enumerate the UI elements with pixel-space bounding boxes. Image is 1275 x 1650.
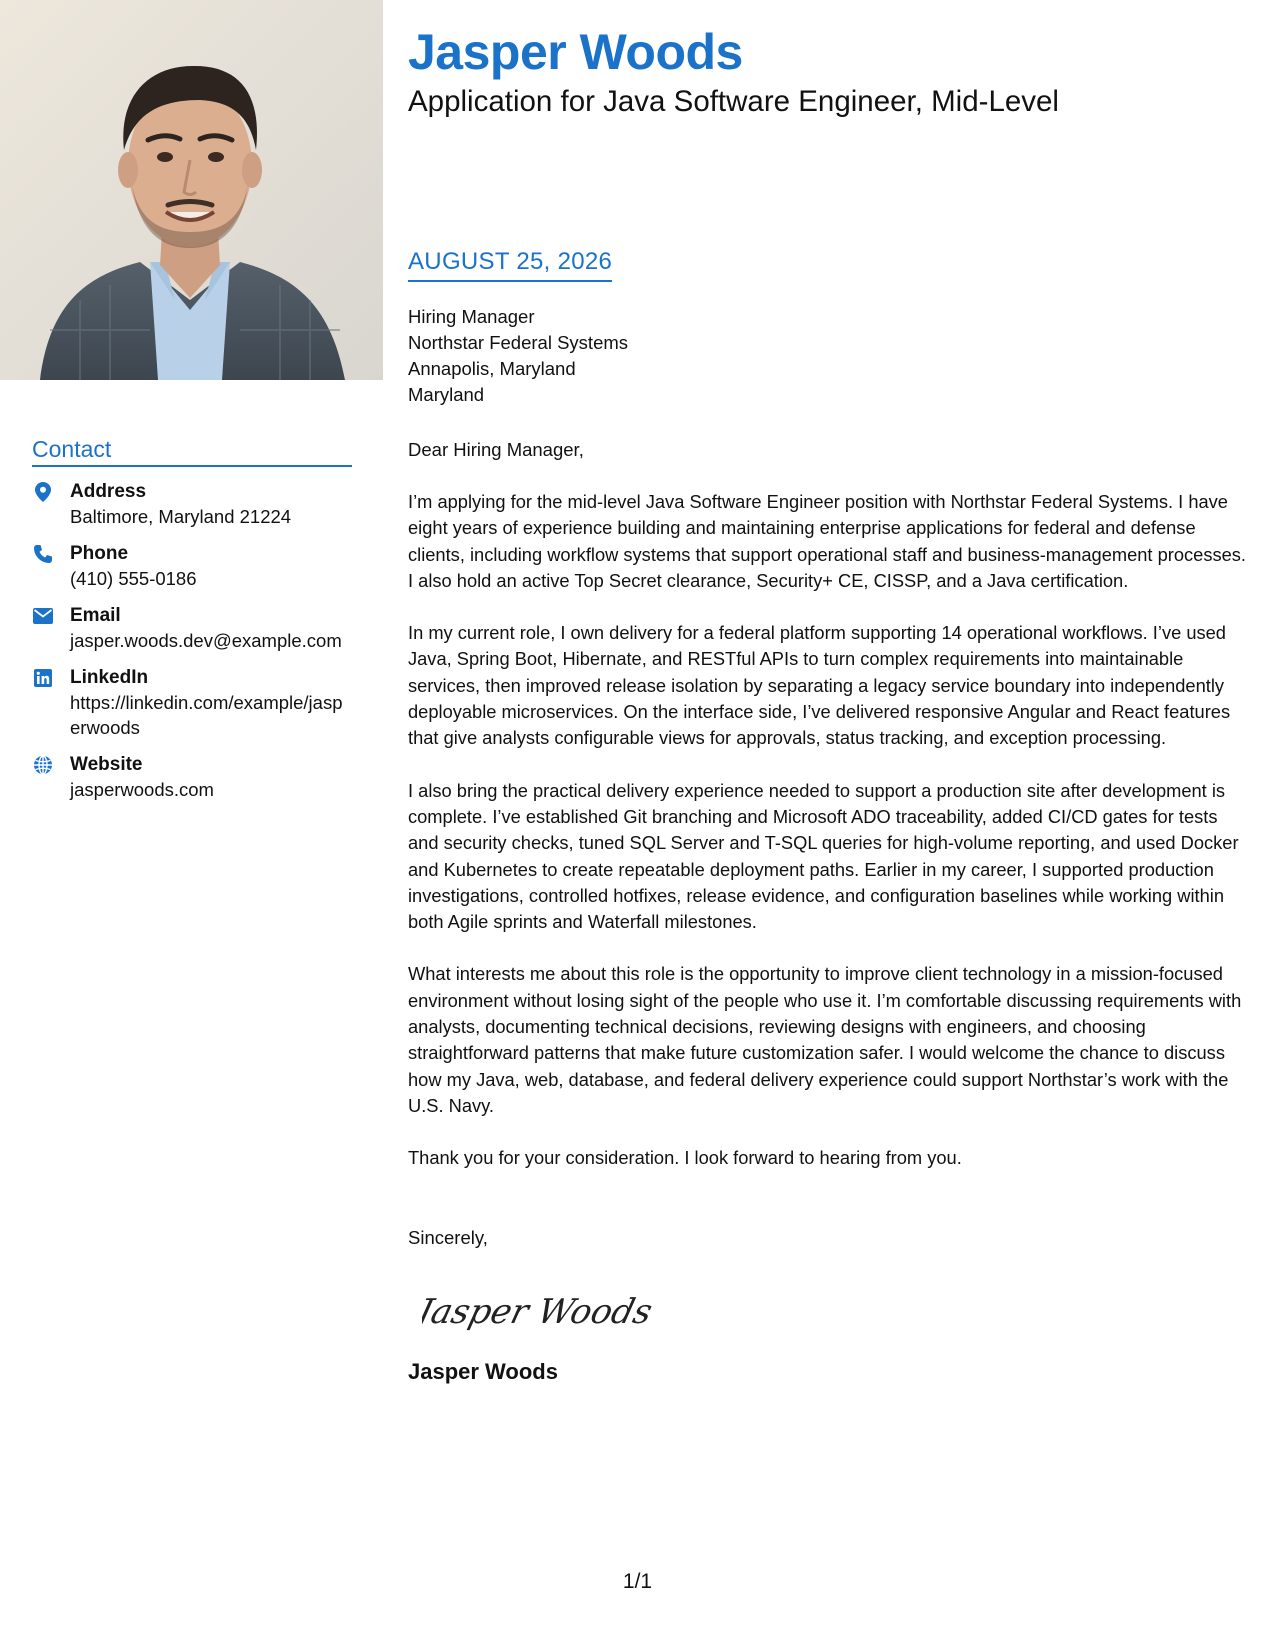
signature-text: Jasper Woods	[422, 1292, 657, 1332]
applicant-name: Jasper Woods	[408, 24, 743, 80]
page-number: 1/1	[622, 1570, 653, 1593]
linkedin-icon	[32, 667, 54, 689]
website-label: Website	[70, 754, 143, 775]
paragraph: I also bring the practical delivery experience needed to support a production site after development is complete. I’ve established Git branching and Microsoft ADO traceability, added CI/CD gates for tests and security checks, tuned SQL Server and T-SQL queries for high-volume reporting, and used Docker and Kubernetes to create repeatable deployment paths. Earlier in my career, I supported production investigations, controlled hotfixes, release evidence, and configuration baselines while working within both Agile sprints and Waterfall milestones.	[408, 779, 1239, 933]
paragraph: I’m applying for the mid-level Java Software Engineer position with Northstar Federal Systems. I have eight years of experience building and maintaining enterprise applications for federal and defense clients, including workflow systems that support operational staff and business-management processes. I also hold an active Top Secret clearance, Security+ CE, CISSP, and a Java certification.	[408, 491, 1246, 591]
contact-website	[32, 752, 352, 802]
paragraph: In my current role, I own delivery for a federal platform supporting 14 operational workflows. I’ve used Java, Spring Boot, Hibernate, and RESTful APIs to turn complex requirements into maintainable services, then improved release isolation by separating a legacy service boundary into independently deployable microservices. On the interface side, I’ve delivered responsive Angular and React features that give analysts configurable views for approvals, status tracking, and exception processing.	[408, 622, 1231, 749]
closing: Sincerely,	[408, 1226, 488, 1248]
email-label: Email	[70, 605, 121, 626]
contact-section	[32, 436, 352, 814]
paragraph: What interests me about this role is the opportunity to improve client technology in a mission-focused environment without losing sight of the people who use it. I’m comfortable discussing requirements with analysts, documenting technical decisions, reviewing designs with engineers, and choosing straightforward patterns that make future customization safer. I would welcome the chance to discuss how my Java, web, database, and federal delivery experience could support Northstar’s work with the U.S. Navy.	[408, 963, 1242, 1116]
recipient-block	[408, 304, 1250, 408]
handwritten-signature	[422, 1281, 662, 1339]
envelope-icon	[32, 605, 54, 627]
linkedin-label: LinkedIn	[70, 667, 149, 688]
linkedin-value[interactable]: https://linkedin.com/example/jasperwoods	[70, 692, 343, 738]
letter-date: AUGUST 25, 2026	[408, 248, 612, 282]
recipient-line: Maryland	[408, 384, 485, 405]
location-pin-icon	[32, 481, 54, 503]
phone-icon	[32, 543, 54, 565]
website-value[interactable]: jasperwoods.com	[70, 779, 214, 800]
phone-label: Phone	[70, 543, 129, 564]
email-value[interactable]: jasper.woods.dev@example.com	[70, 630, 342, 651]
address-label: Address	[70, 481, 147, 502]
contact-address	[32, 479, 352, 529]
contact-email	[32, 603, 352, 653]
letter-body	[408, 248, 1250, 1385]
phone-value: (410) 555-0186	[70, 568, 197, 589]
contact-heading: Contact	[32, 436, 352, 467]
contact-linkedin	[32, 665, 352, 740]
signer-name: Jasper Woods	[408, 1358, 558, 1384]
recipient-line: Hiring Manager	[408, 306, 535, 327]
globe-icon	[32, 754, 54, 776]
paragraph: Thank you for your consideration. I look forward to hearing from you.	[408, 1147, 962, 1169]
contact-phone	[32, 541, 352, 591]
salutation: Dear Hiring Manager,	[408, 439, 584, 460]
profile-photo	[0, 0, 383, 380]
recipient-line: Annapolis, Maryland	[408, 358, 576, 379]
application-title: Application for Java Software Engineer, Mid-Level	[408, 85, 1059, 118]
recipient-line: Northstar Federal Systems	[408, 332, 629, 353]
address-value: Baltimore, Maryland 21224	[70, 506, 292, 527]
